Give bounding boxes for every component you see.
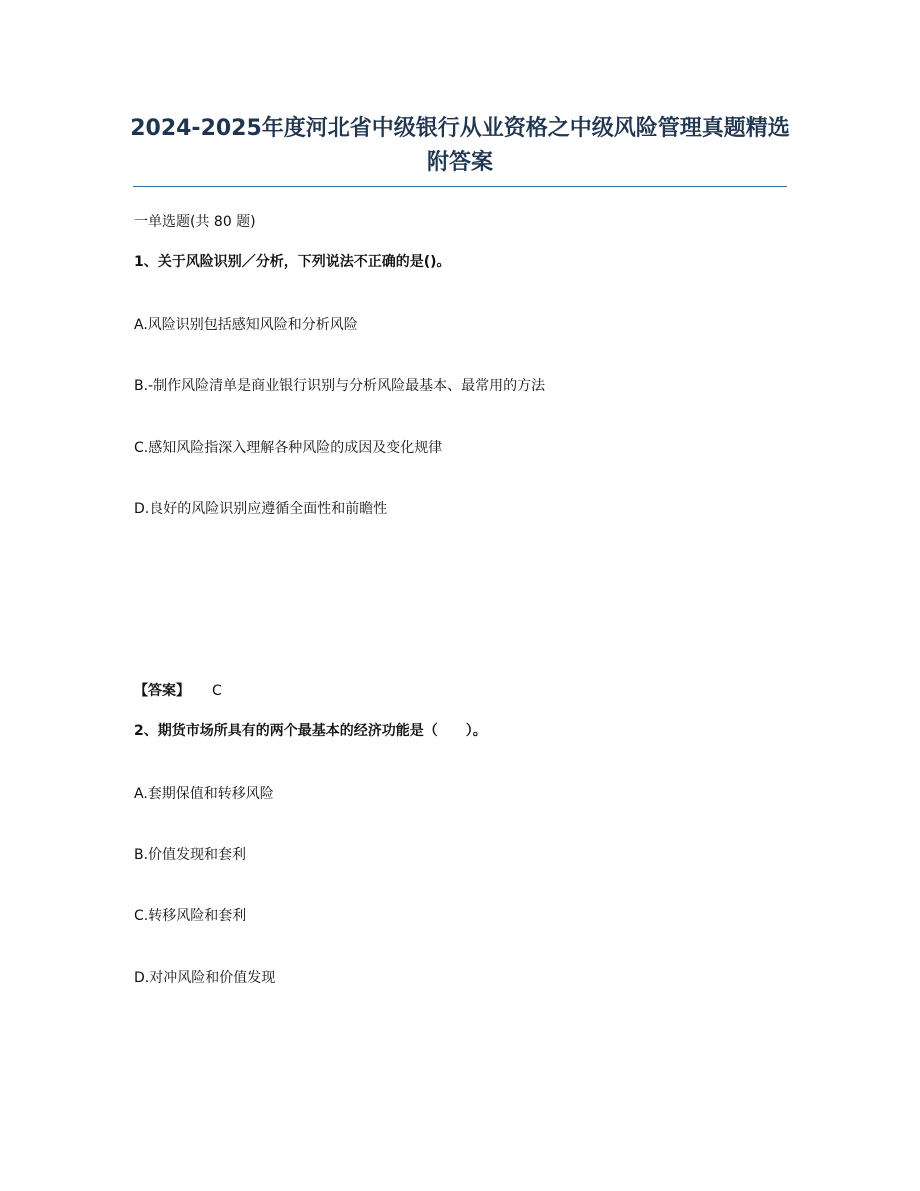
question-2-option-b: B.价值发现和套利 bbox=[134, 847, 247, 863]
question-1-option-c: C.感知风险指深入理解各种风险的成因及变化规律 bbox=[134, 440, 443, 456]
title-divider bbox=[133, 186, 787, 187]
answer-value: C bbox=[212, 683, 222, 699]
question-2-option-c: C.转移风险和套利 bbox=[134, 908, 247, 924]
question-1-answer bbox=[134, 681, 222, 701]
section-label: 一单选题(共 80 题) bbox=[134, 214, 256, 230]
question-1-option-d: D.良好的风险识别应遵循全面性和前瞻性 bbox=[134, 501, 388, 517]
question-1-stem: 1、关于风险识别／分析，下列说法不正确的是()。 bbox=[134, 254, 451, 270]
question-1-option-a: A.风险识别包括感知风险和分析风险 bbox=[134, 317, 358, 333]
question-2-option-a: A.套期保值和转移风险 bbox=[134, 786, 274, 802]
question-2-stem: 2、期货市场所具有的两个最基本的经济功能是（ ）。 bbox=[134, 723, 487, 739]
answer-label: 【答案】 bbox=[134, 683, 190, 699]
question-2-option-d: D.对冲风险和价值发现 bbox=[134, 970, 276, 986]
question-1-option-b: B.-制作风险清单是商业银行识别与分析风险最基本、最常用的方法 bbox=[134, 378, 546, 394]
document-title: 2024-2025年度河北省中级银行从业资格之中级风险管理真题精选附答案 bbox=[130, 116, 790, 175]
